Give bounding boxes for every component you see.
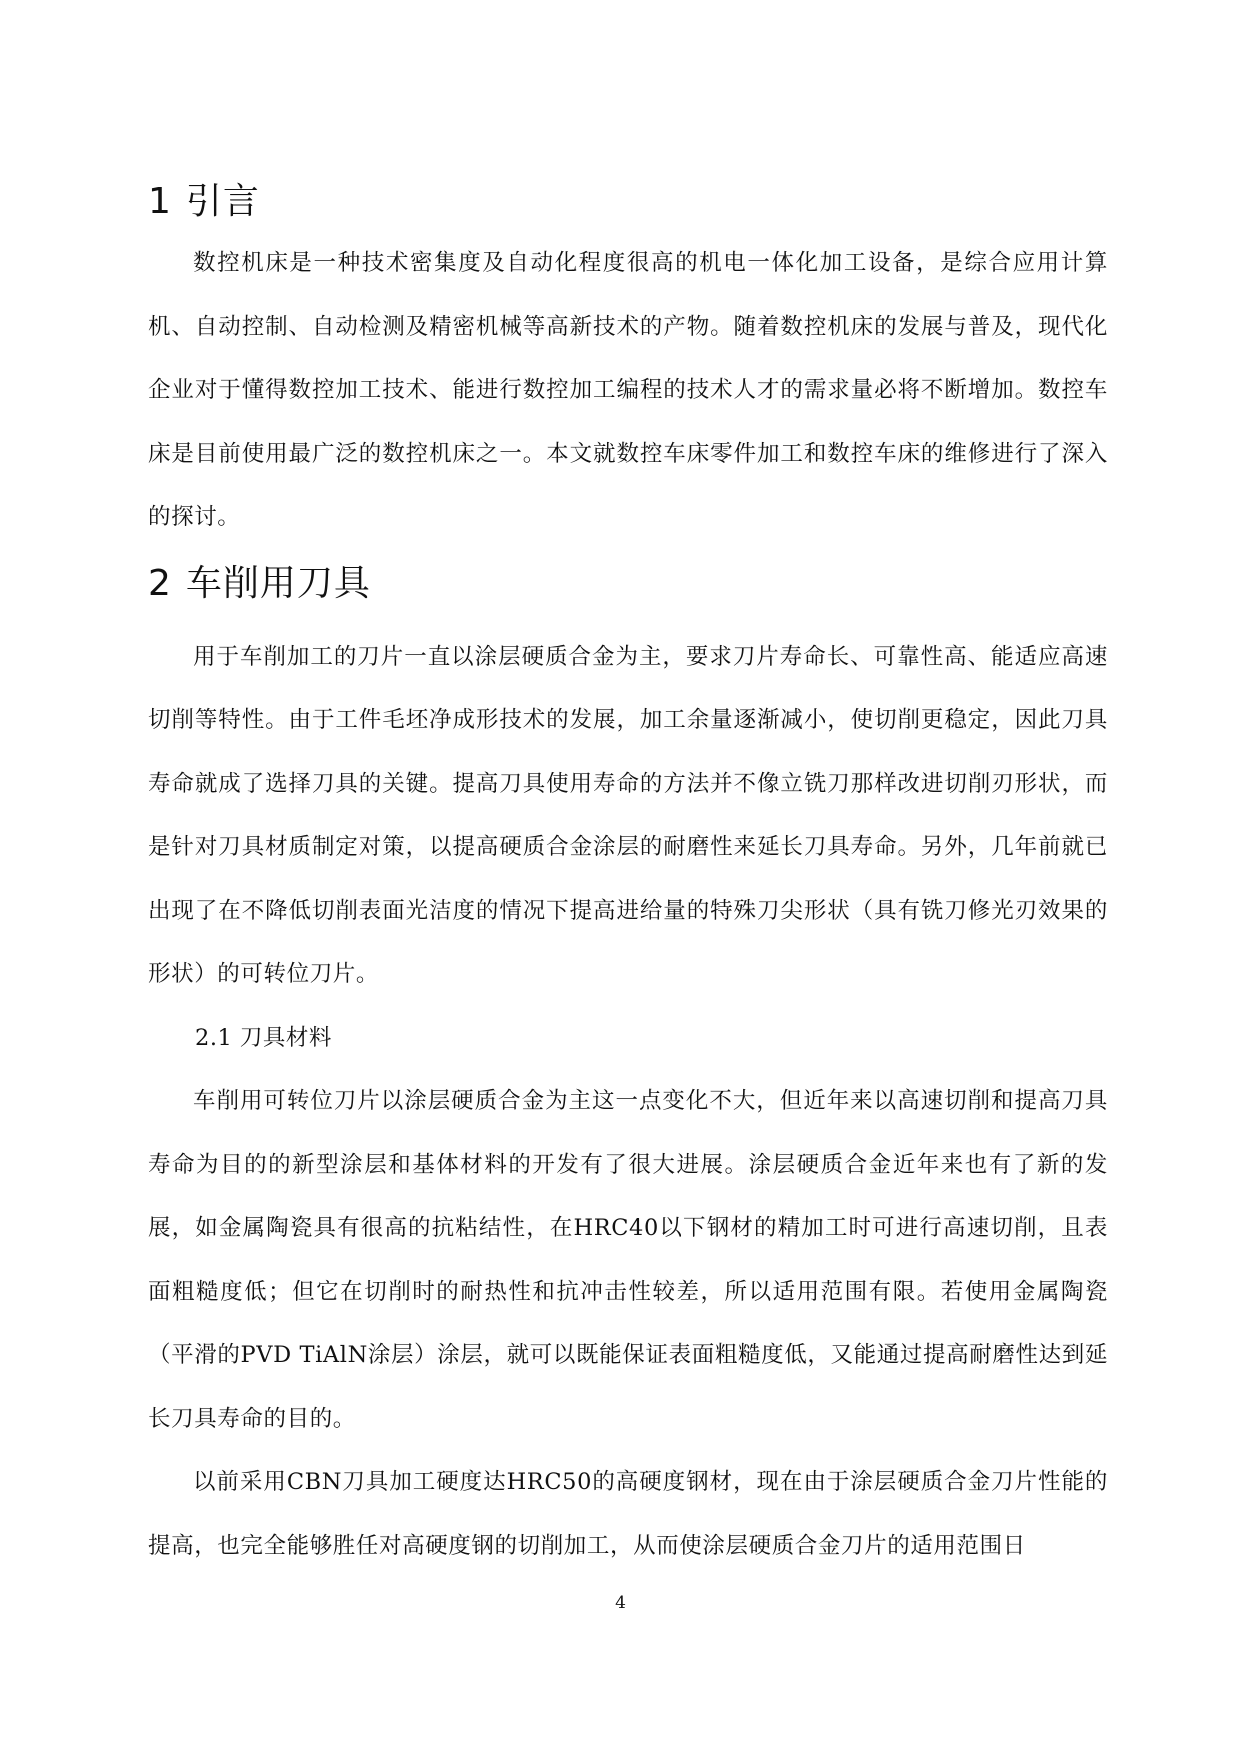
section-2-number: 2 [148,562,172,604]
page-number: 4 [615,1593,626,1613]
section-2-heading [148,560,1108,608]
subsection-2-1-heading: 2.1 刀具材料 [195,1024,332,1051]
section-2-title: 车削用刀具 [185,562,371,604]
subsection-paragraph-1: 车削用可转位刀片以涂层硬质合金为主这一点变化不大，但近年来以高速切削和提高刀具寿命为目的的新型涂层和基体材料的开发有了很大进展。涂层硬质合金近年来也有了新的发展，如金属陶瓷具有很高的抗粘结性，在HRC40以下钢材的精加工时可进行高速切削，且表面粗糙度低；但它在切削时的耐热性和抗冲击性较差，所以适用范围有限。若使用金属陶瓷（平滑的PVD TiAlN涂层）涂层，就可以既能保证表面粗糙度低，又能通过提高耐磨性达到延长刀具寿命的目的。 [148,1088,1108,1432]
section-2-paragraph: 用于车削加工的刀片一直以涂层硬质合金为主，要求刀片寿命长、可靠性高、能适应高速切削等特性。由于工件毛坯净成形技术的发展，加工余量逐渐减小，使切削更稳定，因此刀具寿命就成了选择刀具的关键。提高刀具使用寿命的方法并不像立铣刀那样改进切削刃形状，而是针对刀具材质制定对策，以提高硬质合金涂层的耐磨性来延长刀具寿命。另外，几年前就已出现了在不降低切削表面光洁度的情况下提高进给量的特殊刀尖形状（具有铣刀修光刃效果的形状）的可转位刀片。 [148,643,1108,987]
section-1-paragraph: 数控机床是一种技术密集度及自动化程度很高的机电一体化加工设备，是综合应用计算机、自动控制、自动检测及精密机械等高新技术的产物。随着数控机床的发展与普及，现代化企业对于懂得数控加工技术、能进行数控加工编程的技术人才的需求量必将不断增加。数控车床是目前使用最广泛的数控机床之一。本文就数控车床零件加工和数控车床的维修进行了深入的探讨。 [148,250,1108,530]
section-1-title: 引言 [185,181,260,222]
subsection-paragraph-2: 以前采用CBN刀具加工硬度达HRC50的高硬度钢材，现在由于涂层硬质合金刀片性能的提高，也完全能够胜任对高硬度钢的切削加工，从而使涂层硬质合金刀片的适用范围日 [148,1469,1108,1559]
section-1-number: 1 [148,181,172,222]
section-1-heading [148,178,1108,226]
page-body [148,178,1108,1578]
